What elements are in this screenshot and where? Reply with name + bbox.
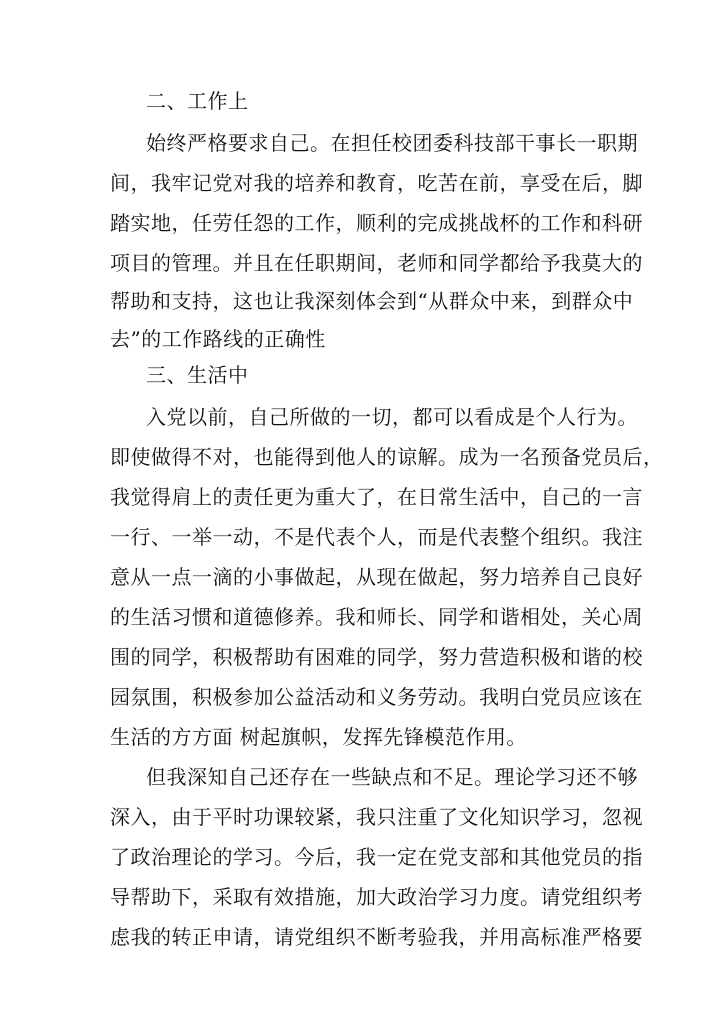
paragraph-line: 了政治理论的学习。今后，我一定在党支部和其他党员的指 [110, 845, 643, 869]
paragraph-line: 导帮助下，采取有效措施，加大政治学习力度。请党组织考 [110, 885, 643, 909]
paragraph-line: 即使做得不对，也能得到他人的谅解。成为一名预备党员后， [110, 445, 664, 469]
paragraph-line: 意从一点一滴的小事做起，从现在做起，努力培养自己良好 [110, 565, 643, 589]
paragraph-line: 我觉得肩上的责任更为重大了，在日常生活中，自己的一言 [110, 485, 643, 509]
paragraph-line: 项目的管理。并且在任职期间，老师和同学都给予我莫大的 [110, 251, 643, 275]
paragraph-line: 帮助和支持，这也让我深刻体会到“从群众中来，到群众中 [110, 289, 634, 313]
paragraph-line: 但我深知自己还存在一些缺点和不足。理论学习还不够 [146, 765, 638, 789]
paragraph-line: 踏实地，任劳任怨的工作，顺利的完成挑战杯的工作和科研 [110, 211, 643, 235]
paragraph-line: 园氛围，积极参加公益活动和义务劳动。我明白党员应该在 [110, 685, 643, 709]
paragraph-line: 入党以前，自己所做的一切，都可以看成是个人行为。 [146, 405, 638, 429]
paragraph-line: 虑我的转正申请，请党组织不断考验我，并用高标准严格要 [110, 925, 643, 949]
section-heading-life: 三、生活中 [146, 363, 249, 387]
paragraph-line: 去”的工作路线的正确性 [110, 327, 326, 351]
paragraph-line: 始终严格要求自己。在担任校团委科技部干事长一职期 [146, 131, 638, 155]
paragraph-line: 生活的方方面 树起旗帜，发挥先锋模范作用。 [110, 725, 527, 749]
paragraph-line: 的生活习惯和道德修养。我和师长、同学和谐相处，关心周 [110, 605, 643, 629]
paragraph-line: 围的同学，积极帮助有困难的同学，努力营造积极和谐的校 [110, 645, 643, 669]
paragraph-line: 一行、一举一动，不是代表个人，而是代表整个组织。我注 [110, 525, 643, 549]
paragraph-line: 深入，由于平时功课较紧，我只注重了文化知识学习，忽视 [110, 805, 643, 829]
section-heading-work: 二、工作上 [146, 89, 249, 113]
paragraph-line: 间，我牢记党对我的培养和教育，吃苦在前，享受在后，脚 [110, 171, 643, 195]
